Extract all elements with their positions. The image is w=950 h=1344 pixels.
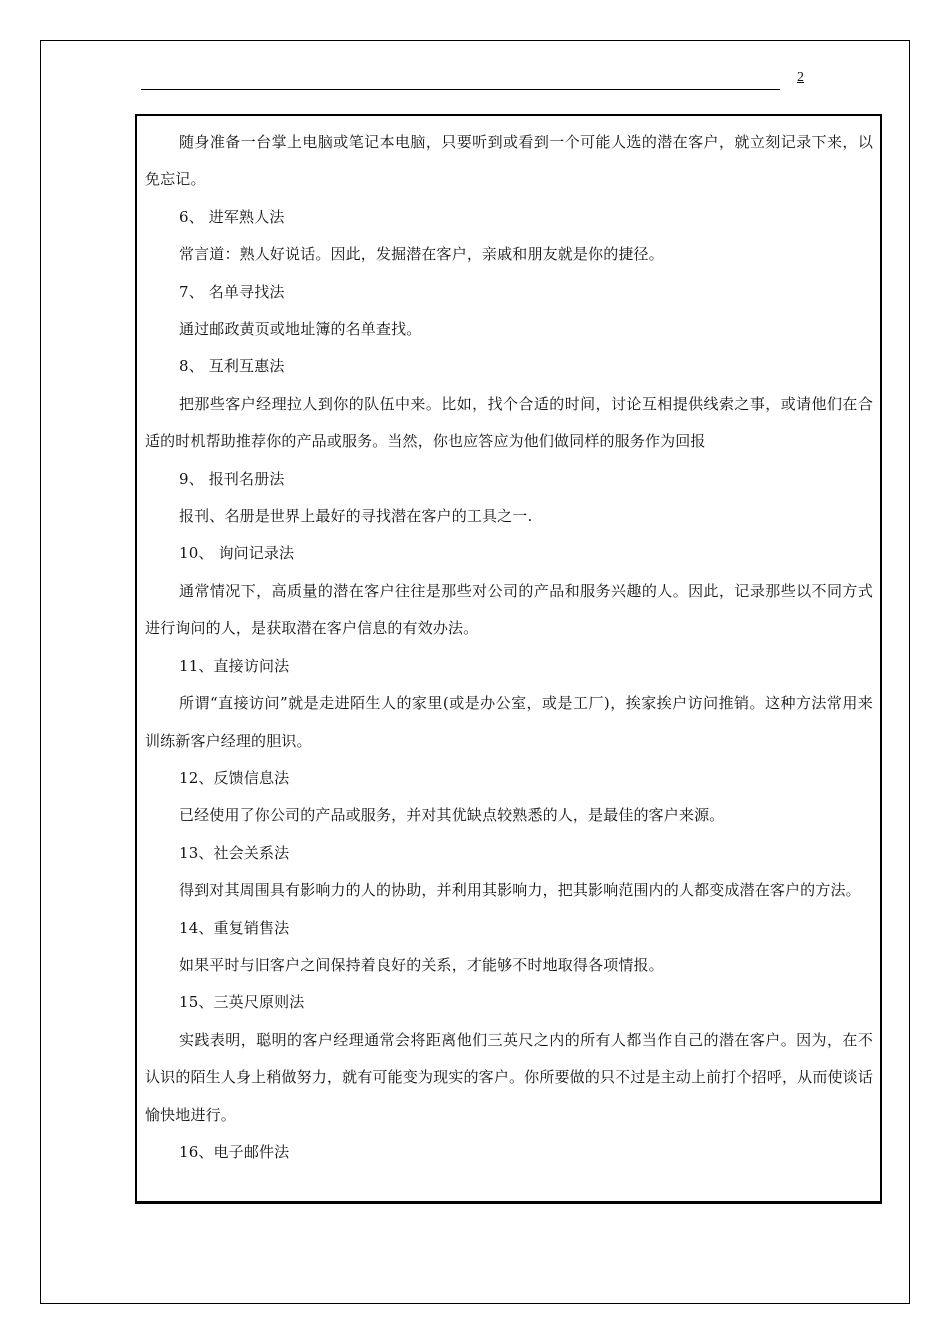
paragraph: 随身准备一台掌上电脑或笔记本电脑，只要听到或看到一个可能人选的潜在客户，就立刻记录下来，以免忘记。 [145, 133, 873, 189]
header-rule [141, 89, 780, 90]
section-heading: 14、重复销售法 [179, 918, 290, 937]
section-heading: 8、 互利互惠法 [179, 357, 285, 376]
paragraph: 已经使用了你公司的产品或服务，并对其优缺点较熟悉的人，是最佳的客户来源。 [179, 806, 725, 825]
section-heading: 7、 名单寻找法 [179, 282, 285, 301]
paragraph: 实践表明，聪明的客户经理通常会将距离他们三英尺之内的所有人都当作自己的潜在客户。因为，在不认识的陌生人身上稍做努力，就有可能变为现实的客户。你所要做的只不过是主动上前打个招呼，从而使谈话愉快地进行。 [145, 1030, 873, 1124]
paragraph: 把那些客户经理拉人到你的队伍中来。比如，找个合适的时间，讨论互相提供线索之事，或请他们在合适的时机帮助推荐你的产品或服务。当然，你也应答应为他们做同样的服务作为回报 [145, 394, 873, 451]
paragraph: 常言道：熟人好说话。因此，发掘潜在客户，亲戚和朋友就是你的捷径。 [179, 245, 664, 264]
paragraph: 得到对其周围具有影响力的人的协助，并利用其影响力，把其影响范围内的人都变成潜在客户的方法。 [179, 881, 861, 900]
section-heading: 6、 进军熟人法 [179, 207, 285, 226]
section-heading: 13、社会关系法 [179, 843, 290, 862]
section-heading: 15、三英尺原则法 [179, 993, 305, 1012]
section-heading: 12、反馈信息法 [179, 768, 290, 787]
section-heading: 9、 报刊名册法 [179, 469, 285, 488]
paragraph: 通常情况下，高质量的潜在客户往往是那些对公司的产品和服务兴趣的人。因此，记录那些以不同方式进行询问的人，是获取潜在客户信息的有效办法。 [145, 581, 873, 638]
page-number: 2 [797, 70, 804, 85]
paragraph: 报刊、名册是世界上最好的寻找潜在客户的工具之一. [179, 507, 533, 526]
section-heading: 10、 询问记录法 [179, 544, 295, 563]
paragraph: 如果平时与旧客户之间保持着良好的关系，才能够不时地取得各项情报。 [179, 955, 664, 974]
section-heading: 16、电子邮件法 [179, 1142, 290, 1161]
paragraph: 所谓“直接访问”就是走进陌生人的家里(或是办公室，或是工厂)，挨家挨户访问推销。这种方法常用来训练新客户经理的胆识。 [145, 694, 873, 750]
paragraph: 通过邮政黄页或地址簿的名单查找。 [179, 320, 422, 339]
section-heading: 11、直接访问法 [179, 656, 290, 675]
content-box [135, 114, 882, 1204]
